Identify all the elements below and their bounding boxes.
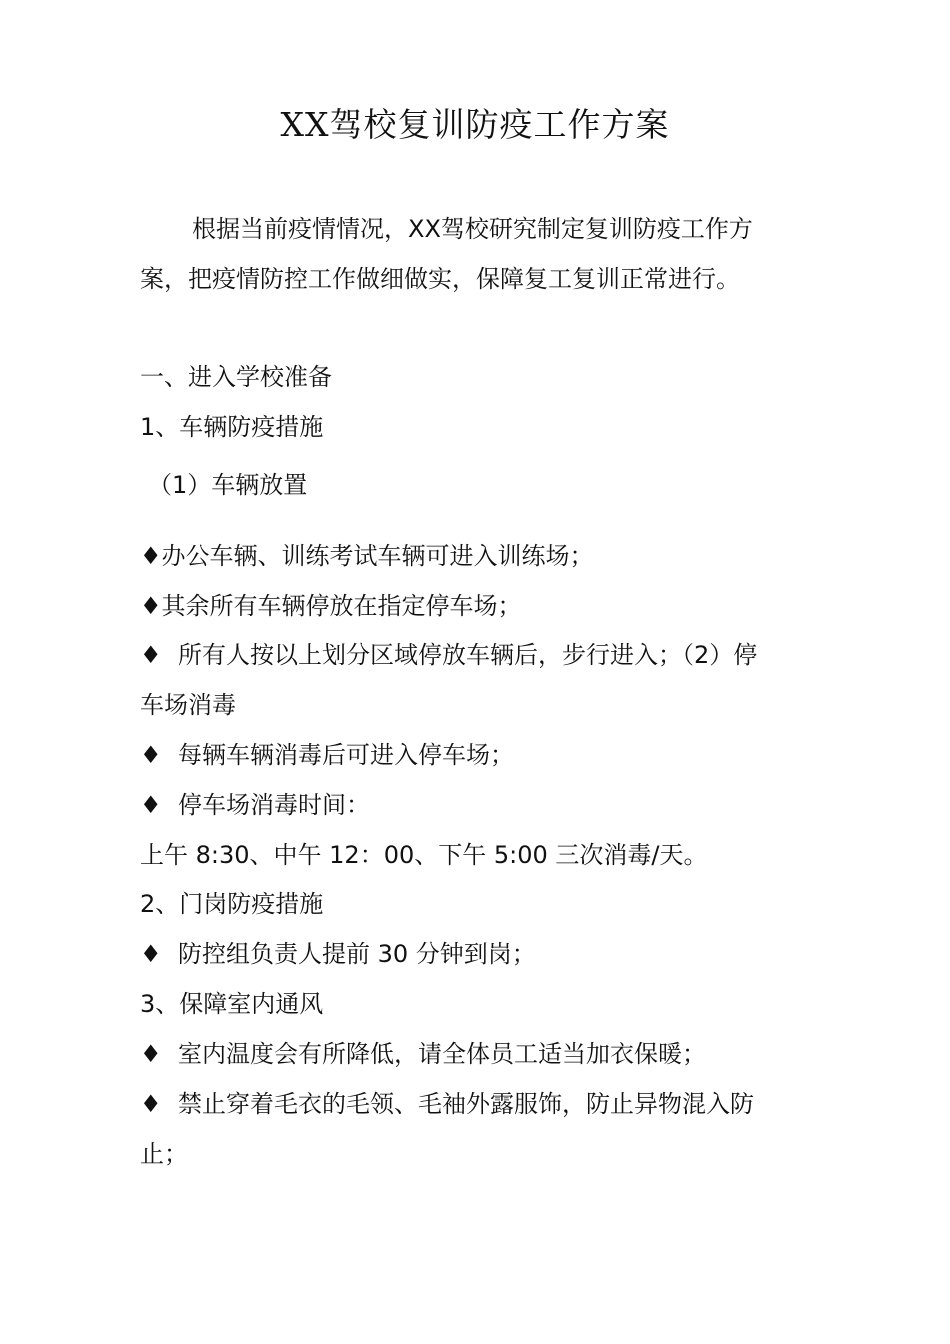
bullet-text: 停车场消毒时间： <box>178 791 370 819</box>
bullet-text: 禁止穿着毛衣的毛领、毛袖外露服饰，防止异物混入防 <box>178 1090 754 1118</box>
diamond-bullet-icon: ♦ <box>140 1090 162 1118</box>
item-heading-gate: 2、门岗防疫措施 <box>140 890 324 918</box>
bullet-text: 每辆车辆消毒后可进入停车场； <box>178 741 514 769</box>
diamond-bullet-icon: ♦ <box>140 641 162 669</box>
continuation-text: 止； <box>140 1140 188 1168</box>
document-title: XX驾校复训防疫工作方案 <box>280 105 670 144</box>
diamond-bullet-icon: ♦ <box>140 940 162 968</box>
bullet-item <box>140 1037 706 1071</box>
disinfect-times: 上午 8:30、中午 12：00、下午 5:00 三次消毒/天。 <box>140 841 708 869</box>
bullet-text: 其余所有车辆停放在指定停车场； <box>161 592 522 620</box>
intro-line-2: 案，把疫情防控工作做细做实，保障复工复训正常进行。 <box>140 265 740 293</box>
diamond-bullet-icon: ♦ <box>140 592 162 620</box>
bullet-item <box>140 589 522 623</box>
item-heading-ventilation: 3、保障室内通风 <box>140 990 324 1018</box>
bullet-text: 所有人按以上划分区域停放车辆后，步行进入；（2）停 <box>178 641 758 669</box>
bullet-item <box>140 1087 754 1121</box>
intro-line-1: 根据当前疫情情况，XX驾校研究制定复训防疫工作方 <box>192 215 753 243</box>
diamond-bullet-icon: ♦ <box>140 741 162 769</box>
bullet-text: 室内温度会有所降低，请全体员工适当加衣保暖； <box>178 1040 706 1068</box>
sub-heading-parking: （1）车辆放置 <box>148 471 308 499</box>
bullet-text: 办公车辆、训练考试车辆可进入训练场； <box>161 542 594 570</box>
diamond-bullet-icon: ♦ <box>140 791 162 819</box>
continuation-text: 车场消毒 <box>140 691 236 719</box>
bullet-item <box>140 638 757 672</box>
bullet-item <box>140 738 514 772</box>
bullet-item <box>140 788 370 822</box>
bullet-item <box>140 539 594 573</box>
diamond-bullet-icon: ♦ <box>140 1040 162 1068</box>
bullet-item <box>140 937 536 971</box>
item-heading-vehicle: 1、车辆防疫措施 <box>140 413 324 441</box>
section-heading-1: 一、进入学校准备 <box>140 363 332 391</box>
bullet-text: 防控组负责人提前 30 分钟到岗； <box>178 940 536 968</box>
diamond-bullet-icon: ♦ <box>140 542 162 570</box>
